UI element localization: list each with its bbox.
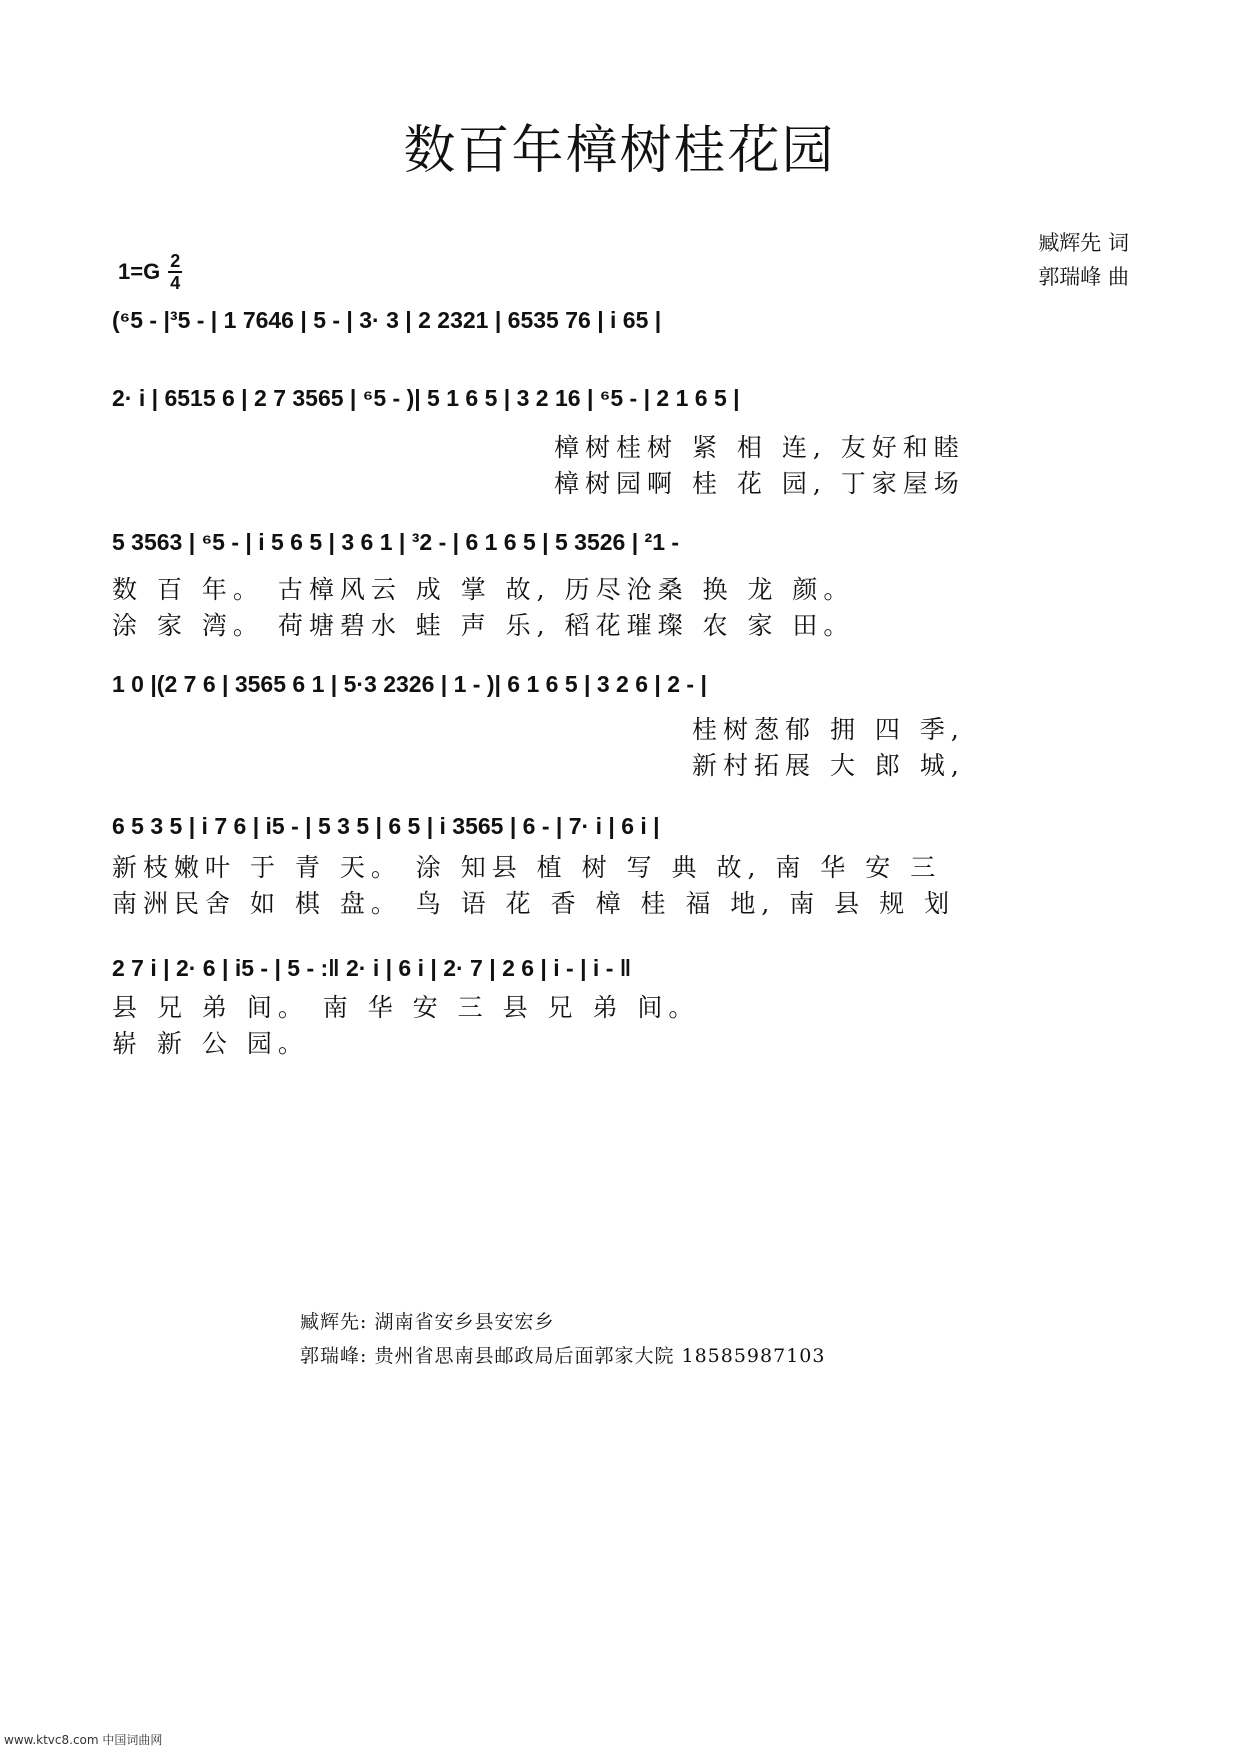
score-system-5 bbox=[112, 806, 1132, 918]
score-system-6 bbox=[112, 948, 1132, 1058]
notation-line: 2 7 i | 2· 6 | i5 - | 5 - :‖ 2· i | 6 i | 2· 7 | 2 6 | i - | i - ‖ bbox=[112, 955, 632, 981]
lyric-verse-1: 数 百 年。 古樟风云 成 掌 故, 历尽沧桑 换 龙 颜。 bbox=[112, 575, 855, 604]
notation-line: 2· i | 6515 6 | 2 7 3565 | ⁶5 - )| 5 1 6 5 | 3 2 16 | ⁶5 - | 2 1 6 5 | bbox=[112, 385, 740, 411]
lyric-verse-1: 樟树桂树 紧 相 连, 友好和睦 bbox=[554, 433, 965, 462]
lyric-verse-2: 崭 新 公 园。 bbox=[112, 1029, 309, 1058]
lyric-verse-1: 新枝嫩叶 于 青 天。 涂 知县 植 树 写 典 故, 南 华 安 三 bbox=[112, 853, 942, 882]
song-title: 数百年樟树桂花园 bbox=[403, 121, 836, 181]
score-system-1 bbox=[112, 300, 1132, 340]
lyric-verse-2: 南洲民舍 如 棋 盘。 鸟 语 花 香 樟 桂 福 地, 南 县 规 划 bbox=[112, 889, 956, 918]
composer-credit: 郭瑞峰 曲 bbox=[1038, 265, 1129, 289]
lyricist-credit: 臧辉先 词 bbox=[1038, 231, 1129, 255]
time-signature: $\frac{2}{4}$ bbox=[170, 251, 181, 293]
score-system-2 bbox=[112, 378, 1132, 498]
lyricist-address: 臧辉先: 湖南省安乡县安宏乡 bbox=[300, 1311, 555, 1333]
key-tonic: 1=G bbox=[118, 259, 161, 284]
author-addresses bbox=[300, 1305, 825, 1373]
score-system-3 bbox=[112, 522, 1132, 640]
notation-line: 6 5 3 5 | i 7 6 | i5 - | 5 3 5 | 6 5 | i 3565 | 6 - | 7· i | 6 i | bbox=[112, 813, 660, 839]
key-signature bbox=[118, 252, 182, 292]
notation-line: 1 0 |(2 7 6 | 3565 6 1 | 5·3 2326 | 1 - )| 6 1 6 5 | 3 2 6 | 2 - | bbox=[112, 671, 707, 697]
lyric-verse-2: 新村拓展 大 郎 城, bbox=[692, 751, 965, 780]
notation-line: (⁶5 - |³5 - | 1 7646 | 5 - | 3· 3 | 2 2321 | 6535 76 | i 65 | bbox=[112, 307, 662, 333]
composer-address: 郭瑞峰: 贵州省思南县邮政局后面郭家大院 18585987103 bbox=[300, 1345, 826, 1367]
lyric-verse-1: 桂树葱郁 拥 四 季, bbox=[692, 715, 965, 744]
notation-line: 5 3563 | ⁶5 - | i 5 6 5 | 3 6 1 | ³2 - | 6 1 6 5 | 5 3526 | ²1 - bbox=[112, 529, 680, 555]
lyric-verse-2: 涂 家 湾。 荷塘碧水 蛙 声 乐, 稻花璀璨 农 家 田。 bbox=[112, 611, 855, 640]
credits bbox=[1038, 226, 1129, 294]
score-system-4 bbox=[112, 664, 1132, 780]
site-watermark: www.ktvc8.com 中国词曲网 bbox=[4, 1733, 163, 1747]
lyric-verse-2: 樟树园啊 桂 花 园, 丁家屋场 bbox=[554, 469, 965, 498]
lyric-verse-1: 县 兄 弟 间。 南 华 安 三 县 兄 弟 间。 bbox=[112, 993, 700, 1022]
